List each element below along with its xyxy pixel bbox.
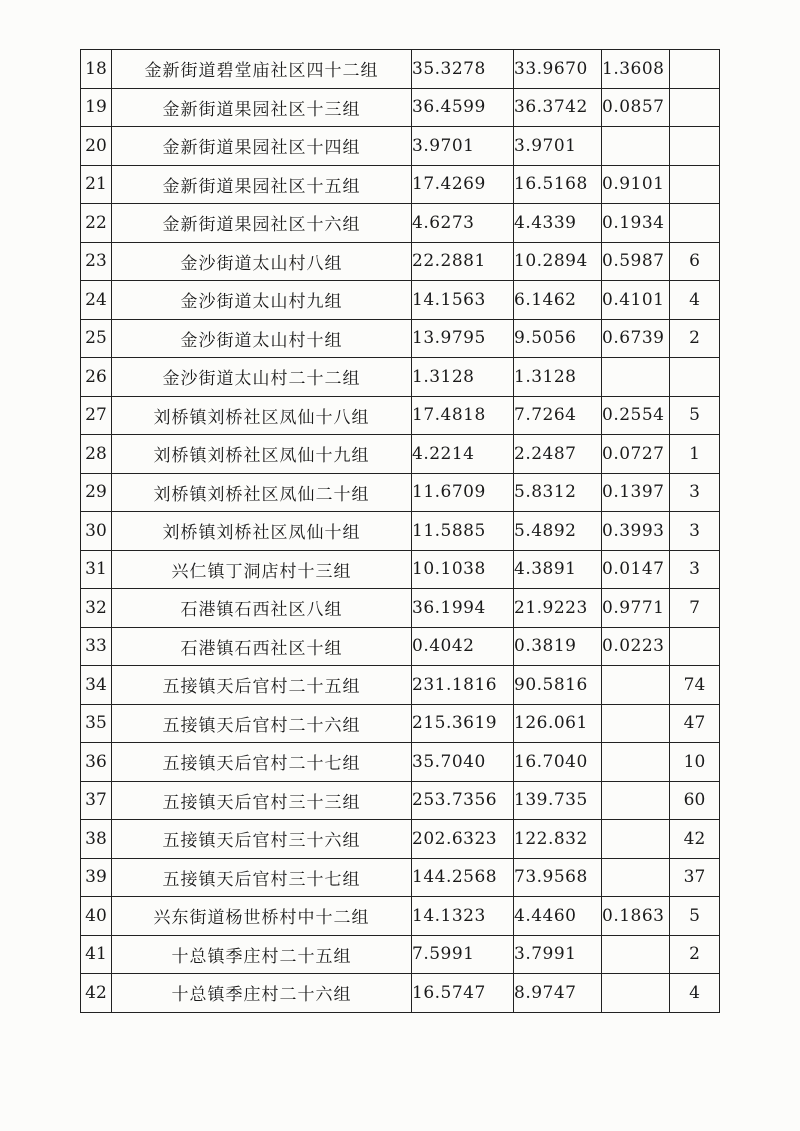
value-c-cell: 0.1397 bbox=[602, 473, 670, 512]
location-name-cell: 金新街道果园社区十三组 bbox=[112, 88, 412, 127]
table-row bbox=[81, 88, 720, 127]
location-name-cell: 刘桥镇刘桥社区凤仙十组 bbox=[112, 512, 412, 551]
value-c-cell: 0.1863 bbox=[602, 897, 670, 936]
location-name-cell: 金沙街道太山村九组 bbox=[112, 281, 412, 320]
location-name-cell: 刘桥镇刘桥社区凤仙十八组 bbox=[112, 396, 412, 435]
value-d-cell: 47 bbox=[670, 704, 720, 743]
value-d-cell: 3 bbox=[670, 512, 720, 551]
value-d-cell: 3 bbox=[670, 550, 720, 589]
row-number-cell: 37 bbox=[81, 781, 112, 820]
row-number-cell: 36 bbox=[81, 743, 112, 782]
value-c-cell bbox=[602, 858, 670, 897]
location-name-cell: 金新街道果园社区十六组 bbox=[112, 204, 412, 243]
value-a-cell: 253.7356 bbox=[412, 781, 514, 820]
row-number-cell: 29 bbox=[81, 473, 112, 512]
value-c-cell: 0.6739 bbox=[602, 319, 670, 358]
row-number-cell: 23 bbox=[81, 242, 112, 281]
value-a-cell: 7.5991 bbox=[412, 935, 514, 974]
table-row bbox=[81, 319, 720, 358]
value-a-cell: 22.2881 bbox=[412, 242, 514, 281]
value-c-cell: 0.0857 bbox=[602, 88, 670, 127]
location-name-cell: 五接镇天后官村二十六组 bbox=[112, 704, 412, 743]
location-name-cell: 五接镇天后官村三十六组 bbox=[112, 820, 412, 859]
value-a-cell: 35.7040 bbox=[412, 743, 514, 782]
location-name-cell: 五接镇天后官村二十五组 bbox=[112, 666, 412, 705]
row-number-cell: 21 bbox=[81, 165, 112, 204]
value-d-cell: 10 bbox=[670, 743, 720, 782]
table-row bbox=[81, 512, 720, 551]
value-d-cell: 4 bbox=[670, 281, 720, 320]
table-row bbox=[81, 358, 720, 397]
value-a-cell: 14.1563 bbox=[412, 281, 514, 320]
table-row bbox=[81, 435, 720, 474]
row-number-cell: 24 bbox=[81, 281, 112, 320]
value-c-cell: 0.0147 bbox=[602, 550, 670, 589]
value-b-cell: 4.4460 bbox=[514, 897, 602, 936]
value-b-cell: 33.9670 bbox=[514, 50, 602, 89]
value-a-cell: 4.6273 bbox=[412, 204, 514, 243]
value-a-cell: 35.3278 bbox=[412, 50, 514, 89]
value-d-cell: 1 bbox=[670, 435, 720, 474]
value-d-cell: 5 bbox=[670, 897, 720, 936]
value-d-cell bbox=[670, 627, 720, 666]
value-d-cell: 5 bbox=[670, 396, 720, 435]
table-row bbox=[81, 589, 720, 628]
table-row bbox=[81, 204, 720, 243]
value-d-cell bbox=[670, 358, 720, 397]
table-row bbox=[81, 666, 720, 705]
value-c-cell bbox=[602, 820, 670, 859]
value-b-cell: 16.5168 bbox=[514, 165, 602, 204]
value-d-cell: 2 bbox=[670, 935, 720, 974]
value-a-cell: 1.3128 bbox=[412, 358, 514, 397]
value-b-cell: 122.832 bbox=[514, 820, 602, 859]
value-b-cell: 5.4892 bbox=[514, 512, 602, 551]
value-a-cell: 4.2214 bbox=[412, 435, 514, 474]
value-a-cell: 14.1323 bbox=[412, 897, 514, 936]
value-d-cell: 3 bbox=[670, 473, 720, 512]
value-a-cell: 11.6709 bbox=[412, 473, 514, 512]
location-name-cell: 金新街道碧堂庙社区四十二组 bbox=[112, 50, 412, 89]
row-number-cell: 25 bbox=[81, 319, 112, 358]
land-table-body bbox=[81, 50, 720, 1013]
value-b-cell: 6.1462 bbox=[514, 281, 602, 320]
value-a-cell: 144.2568 bbox=[412, 858, 514, 897]
value-c-cell bbox=[602, 781, 670, 820]
value-d-cell: 4 bbox=[670, 974, 720, 1013]
location-name-cell: 十总镇季庄村二十六组 bbox=[112, 974, 412, 1013]
value-a-cell: 13.9795 bbox=[412, 319, 514, 358]
table-row bbox=[81, 50, 720, 89]
value-b-cell: 36.3742 bbox=[514, 88, 602, 127]
value-a-cell: 17.4818 bbox=[412, 396, 514, 435]
value-d-cell bbox=[670, 165, 720, 204]
location-name-cell: 五接镇天后官村三十七组 bbox=[112, 858, 412, 897]
row-number-cell: 35 bbox=[81, 704, 112, 743]
row-number-cell: 42 bbox=[81, 974, 112, 1013]
value-c-cell: 0.9101 bbox=[602, 165, 670, 204]
value-b-cell: 0.3819 bbox=[514, 627, 602, 666]
table-row bbox=[81, 935, 720, 974]
row-number-cell: 38 bbox=[81, 820, 112, 859]
value-b-cell: 3.7991 bbox=[514, 935, 602, 974]
value-c-cell: 0.0223 bbox=[602, 627, 670, 666]
value-b-cell: 139.735 bbox=[514, 781, 602, 820]
row-number-cell: 18 bbox=[81, 50, 112, 89]
value-c-cell: 1.3608 bbox=[602, 50, 670, 89]
row-number-cell: 32 bbox=[81, 589, 112, 628]
value-c-cell bbox=[602, 743, 670, 782]
value-b-cell: 1.3128 bbox=[514, 358, 602, 397]
value-c-cell: 0.9771 bbox=[602, 589, 670, 628]
value-c-cell: 0.1934 bbox=[602, 204, 670, 243]
location-name-cell: 金沙街道太山村十组 bbox=[112, 319, 412, 358]
table-row bbox=[81, 743, 720, 782]
value-a-cell: 231.1816 bbox=[412, 666, 514, 705]
location-name-cell: 金新街道果园社区十四组 bbox=[112, 127, 412, 166]
row-number-cell: 41 bbox=[81, 935, 112, 974]
table-row bbox=[81, 550, 720, 589]
value-a-cell: 36.4599 bbox=[412, 88, 514, 127]
location-name-cell: 石港镇石西社区八组 bbox=[112, 589, 412, 628]
row-number-cell: 34 bbox=[81, 666, 112, 705]
table-row bbox=[81, 627, 720, 666]
value-d-cell: 2 bbox=[670, 319, 720, 358]
value-b-cell: 73.9568 bbox=[514, 858, 602, 897]
value-b-cell: 7.7264 bbox=[514, 396, 602, 435]
value-a-cell: 17.4269 bbox=[412, 165, 514, 204]
table-row bbox=[81, 281, 720, 320]
row-number-cell: 19 bbox=[81, 88, 112, 127]
value-d-cell bbox=[670, 88, 720, 127]
location-name-cell: 金新街道果园社区十五组 bbox=[112, 165, 412, 204]
table-row bbox=[81, 781, 720, 820]
value-a-cell: 16.5747 bbox=[412, 974, 514, 1013]
location-name-cell: 金沙街道太山村二十二组 bbox=[112, 358, 412, 397]
table-row bbox=[81, 974, 720, 1013]
location-name-cell: 石港镇石西社区十组 bbox=[112, 627, 412, 666]
value-c-cell: 0.5987 bbox=[602, 242, 670, 281]
value-c-cell bbox=[602, 127, 670, 166]
value-d-cell: 7 bbox=[670, 589, 720, 628]
value-a-cell: 36.1994 bbox=[412, 589, 514, 628]
table-row bbox=[81, 165, 720, 204]
row-number-cell: 26 bbox=[81, 358, 112, 397]
value-d-cell: 37 bbox=[670, 858, 720, 897]
value-d-cell: 60 bbox=[670, 781, 720, 820]
value-d-cell: 42 bbox=[670, 820, 720, 859]
row-number-cell: 33 bbox=[81, 627, 112, 666]
value-a-cell: 3.9701 bbox=[412, 127, 514, 166]
location-name-cell: 金沙街道太山村八组 bbox=[112, 242, 412, 281]
value-b-cell: 90.5816 bbox=[514, 666, 602, 705]
value-a-cell: 11.5885 bbox=[412, 512, 514, 551]
land-table bbox=[80, 49, 720, 1013]
row-number-cell: 22 bbox=[81, 204, 112, 243]
location-name-cell: 十总镇季庄村二十五组 bbox=[112, 935, 412, 974]
location-name-cell: 刘桥镇刘桥社区凤仙二十组 bbox=[112, 473, 412, 512]
value-d-cell bbox=[670, 127, 720, 166]
row-number-cell: 28 bbox=[81, 435, 112, 474]
value-d-cell bbox=[670, 204, 720, 243]
value-b-cell: 3.9701 bbox=[514, 127, 602, 166]
value-c-cell bbox=[602, 666, 670, 705]
row-number-cell: 40 bbox=[81, 897, 112, 936]
value-c-cell bbox=[602, 358, 670, 397]
value-a-cell: 215.3619 bbox=[412, 704, 514, 743]
row-number-cell: 31 bbox=[81, 550, 112, 589]
location-name-cell: 兴东街道杨世桥村中十二组 bbox=[112, 897, 412, 936]
value-a-cell: 202.6323 bbox=[412, 820, 514, 859]
value-b-cell: 16.7040 bbox=[514, 743, 602, 782]
table-row bbox=[81, 858, 720, 897]
value-b-cell: 4.4339 bbox=[514, 204, 602, 243]
value-b-cell: 5.8312 bbox=[514, 473, 602, 512]
value-a-cell: 0.4042 bbox=[412, 627, 514, 666]
row-number-cell: 20 bbox=[81, 127, 112, 166]
value-c-cell: 0.2554 bbox=[602, 396, 670, 435]
table-row bbox=[81, 704, 720, 743]
location-name-cell: 刘桥镇刘桥社区凤仙十九组 bbox=[112, 435, 412, 474]
value-c-cell bbox=[602, 704, 670, 743]
row-number-cell: 30 bbox=[81, 512, 112, 551]
table-row bbox=[81, 396, 720, 435]
value-b-cell: 9.5056 bbox=[514, 319, 602, 358]
value-c-cell bbox=[602, 974, 670, 1013]
value-d-cell bbox=[670, 50, 720, 89]
value-d-cell: 6 bbox=[670, 242, 720, 281]
value-b-cell: 21.9223 bbox=[514, 589, 602, 628]
table-row bbox=[81, 820, 720, 859]
location-name-cell: 兴仁镇丁洞店村十三组 bbox=[112, 550, 412, 589]
value-d-cell: 74 bbox=[670, 666, 720, 705]
value-b-cell: 8.9747 bbox=[514, 974, 602, 1013]
table-row bbox=[81, 473, 720, 512]
location-name-cell: 五接镇天后官村二十七组 bbox=[112, 743, 412, 782]
value-a-cell: 10.1038 bbox=[412, 550, 514, 589]
row-number-cell: 27 bbox=[81, 396, 112, 435]
table-row bbox=[81, 242, 720, 281]
value-b-cell: 126.061 bbox=[514, 704, 602, 743]
value-b-cell: 4.3891 bbox=[514, 550, 602, 589]
table-row bbox=[81, 897, 720, 936]
location-name-cell: 五接镇天后官村三十三组 bbox=[112, 781, 412, 820]
value-b-cell: 10.2894 bbox=[514, 242, 602, 281]
value-c-cell: 0.3993 bbox=[602, 512, 670, 551]
value-b-cell: 2.2487 bbox=[514, 435, 602, 474]
value-c-cell: 0.0727 bbox=[602, 435, 670, 474]
row-number-cell: 39 bbox=[81, 858, 112, 897]
value-c-cell: 0.4101 bbox=[602, 281, 670, 320]
value-c-cell bbox=[602, 935, 670, 974]
table-row bbox=[81, 127, 720, 166]
